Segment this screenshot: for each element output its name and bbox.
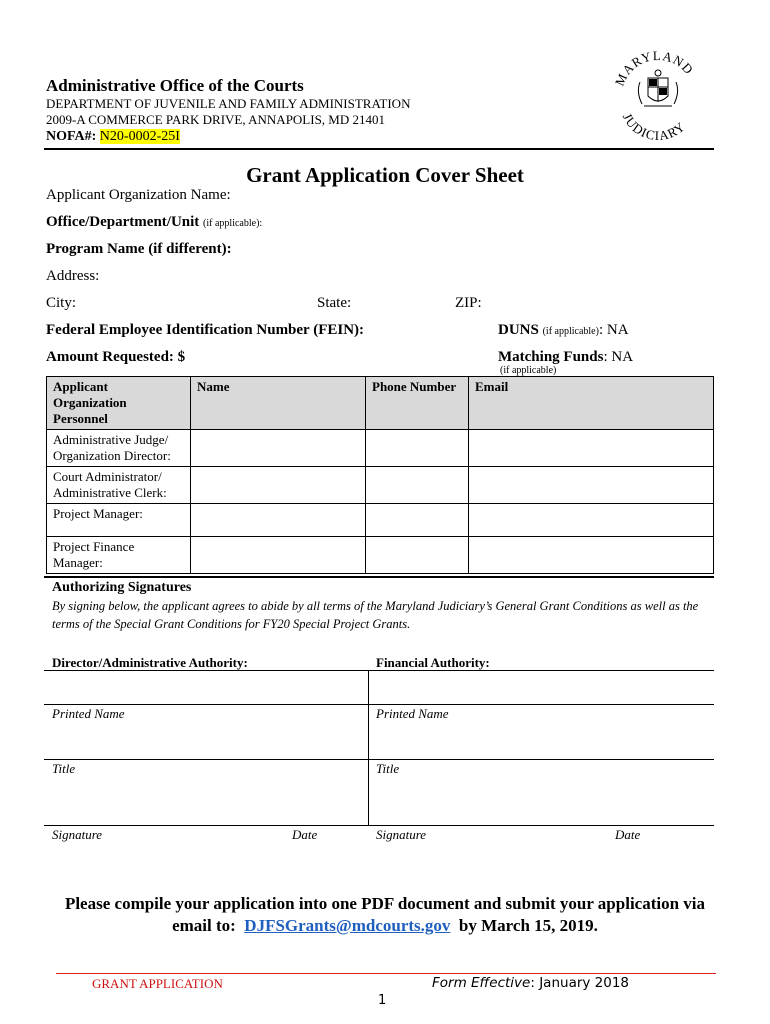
name-cell[interactable]	[191, 504, 366, 537]
table-row: Administrative Judge/ Organization Director:	[47, 430, 714, 467]
director-printed-name-label: Printed Name	[52, 706, 125, 721]
footer-label: GRANT APPLICATION	[92, 976, 223, 991]
director-date-label: Date	[292, 827, 318, 842]
org-title: Administrative Office of the Courts	[46, 76, 304, 95]
financial-signature-label: Signature	[376, 827, 427, 842]
nofa-label: NOFA#:	[46, 129, 97, 144]
matching-note: (if applicable)	[500, 365, 557, 376]
footer-rule	[56, 973, 716, 974]
fein-label: Federal Employee Identification Number (FEIN):	[46, 322, 365, 338]
authorizing-text: By signing below, the applicant agrees to abide by all terms of the Maryland Judiciary’s General Grant Conditions as well as the terms of the Special Grant Conditions for FY20 Special Project Grants.	[52, 599, 699, 631]
financial-signature-area[interactable]	[370, 671, 712, 703]
nofa-value: N20-0002-25I	[99, 129, 180, 144]
email-cell[interactable]	[469, 467, 714, 504]
svg-text:JUDICIARY	[620, 111, 688, 140]
col-name: Name	[191, 377, 366, 430]
table-row: Court Administrator/ Administrative Clerk:	[47, 467, 714, 504]
page-title: Grant Application Cover Sheet	[246, 163, 524, 187]
phone-cell[interactable]	[366, 537, 469, 574]
sig-rule	[44, 704, 714, 705]
duns-field: DUNS (if applicable): NA	[498, 322, 629, 338]
name-cell[interactable]	[191, 430, 366, 467]
header-divider	[44, 148, 714, 150]
form-effective: Form Effective: January 2018	[432, 975, 630, 991]
director-heading: Director/Administrative Authority:	[52, 655, 248, 670]
name-cell[interactable]	[191, 537, 366, 574]
table-header-row	[47, 377, 714, 430]
state-label: State:	[317, 295, 352, 311]
director-title-label: Title	[52, 761, 76, 776]
section-divider	[44, 576, 714, 578]
zip-label: ZIP:	[455, 295, 482, 311]
phone-cell[interactable]	[366, 504, 469, 537]
col-phone: Phone Number	[366, 377, 469, 430]
name-cell[interactable]	[191, 467, 366, 504]
program-label: Program Name (if different):	[46, 241, 232, 257]
personnel-table	[46, 376, 714, 574]
financial-title-label: Title	[376, 761, 400, 776]
submission-instructions: Please compile your application into one PDF document and submit your application via email to: DJFSGrants@mdcourts.gov by March 15, 2019.	[64, 894, 706, 935]
email-cell[interactable]	[469, 537, 714, 574]
table-row: Project Finance Manager:	[47, 537, 714, 574]
col-email: Email	[469, 377, 714, 430]
email-cell[interactable]	[469, 430, 714, 467]
financial-heading: Financial Authority:	[376, 655, 490, 670]
seal-top-text: MARYLAND	[611, 47, 697, 89]
col-personnel: Applicant Organization Personnel	[47, 377, 191, 430]
department-line: DEPARTMENT OF JUVENILE AND FAMILY ADMINISTRATION	[46, 96, 411, 111]
office-label: Office/Department/Unit (if applicable):	[46, 214, 263, 230]
email-cell[interactable]	[469, 504, 714, 537]
phone-cell[interactable]	[366, 430, 469, 467]
org-name-label: Applicant Organization Name:	[46, 187, 231, 203]
sig-rule	[44, 759, 714, 760]
table-row: Project Manager:	[47, 504, 714, 537]
city-label: City:	[46, 295, 77, 311]
matching-funds-field: Matching Funds: NA	[498, 349, 634, 365]
maryland-judiciary-seal	[608, 40, 708, 140]
amount-label: Amount Requested: $	[46, 349, 186, 365]
director-signature-label: Signature	[52, 827, 103, 842]
financial-date-label: Date	[615, 827, 641, 842]
sig-rule	[44, 825, 714, 826]
address-line: 2009-A COMMERCE PARK DRIVE, ANNAPOLIS, MD 21401	[46, 112, 386, 127]
page-number: 1	[378, 993, 387, 1008]
nofa-line	[46, 129, 180, 145]
director-signature-area[interactable]	[46, 671, 366, 703]
authorizing-heading: Authorizing Signatures	[52, 580, 192, 595]
email-link[interactable]: DJFSGrants@mdcourts.gov	[244, 916, 451, 935]
seal-bottom-text: JUDICIARY	[619, 110, 689, 140]
phone-cell[interactable]	[366, 467, 469, 504]
sig-divider	[368, 670, 369, 826]
address-label: Address:	[46, 268, 100, 284]
financial-printed-name-label: Printed Name	[376, 706, 449, 721]
